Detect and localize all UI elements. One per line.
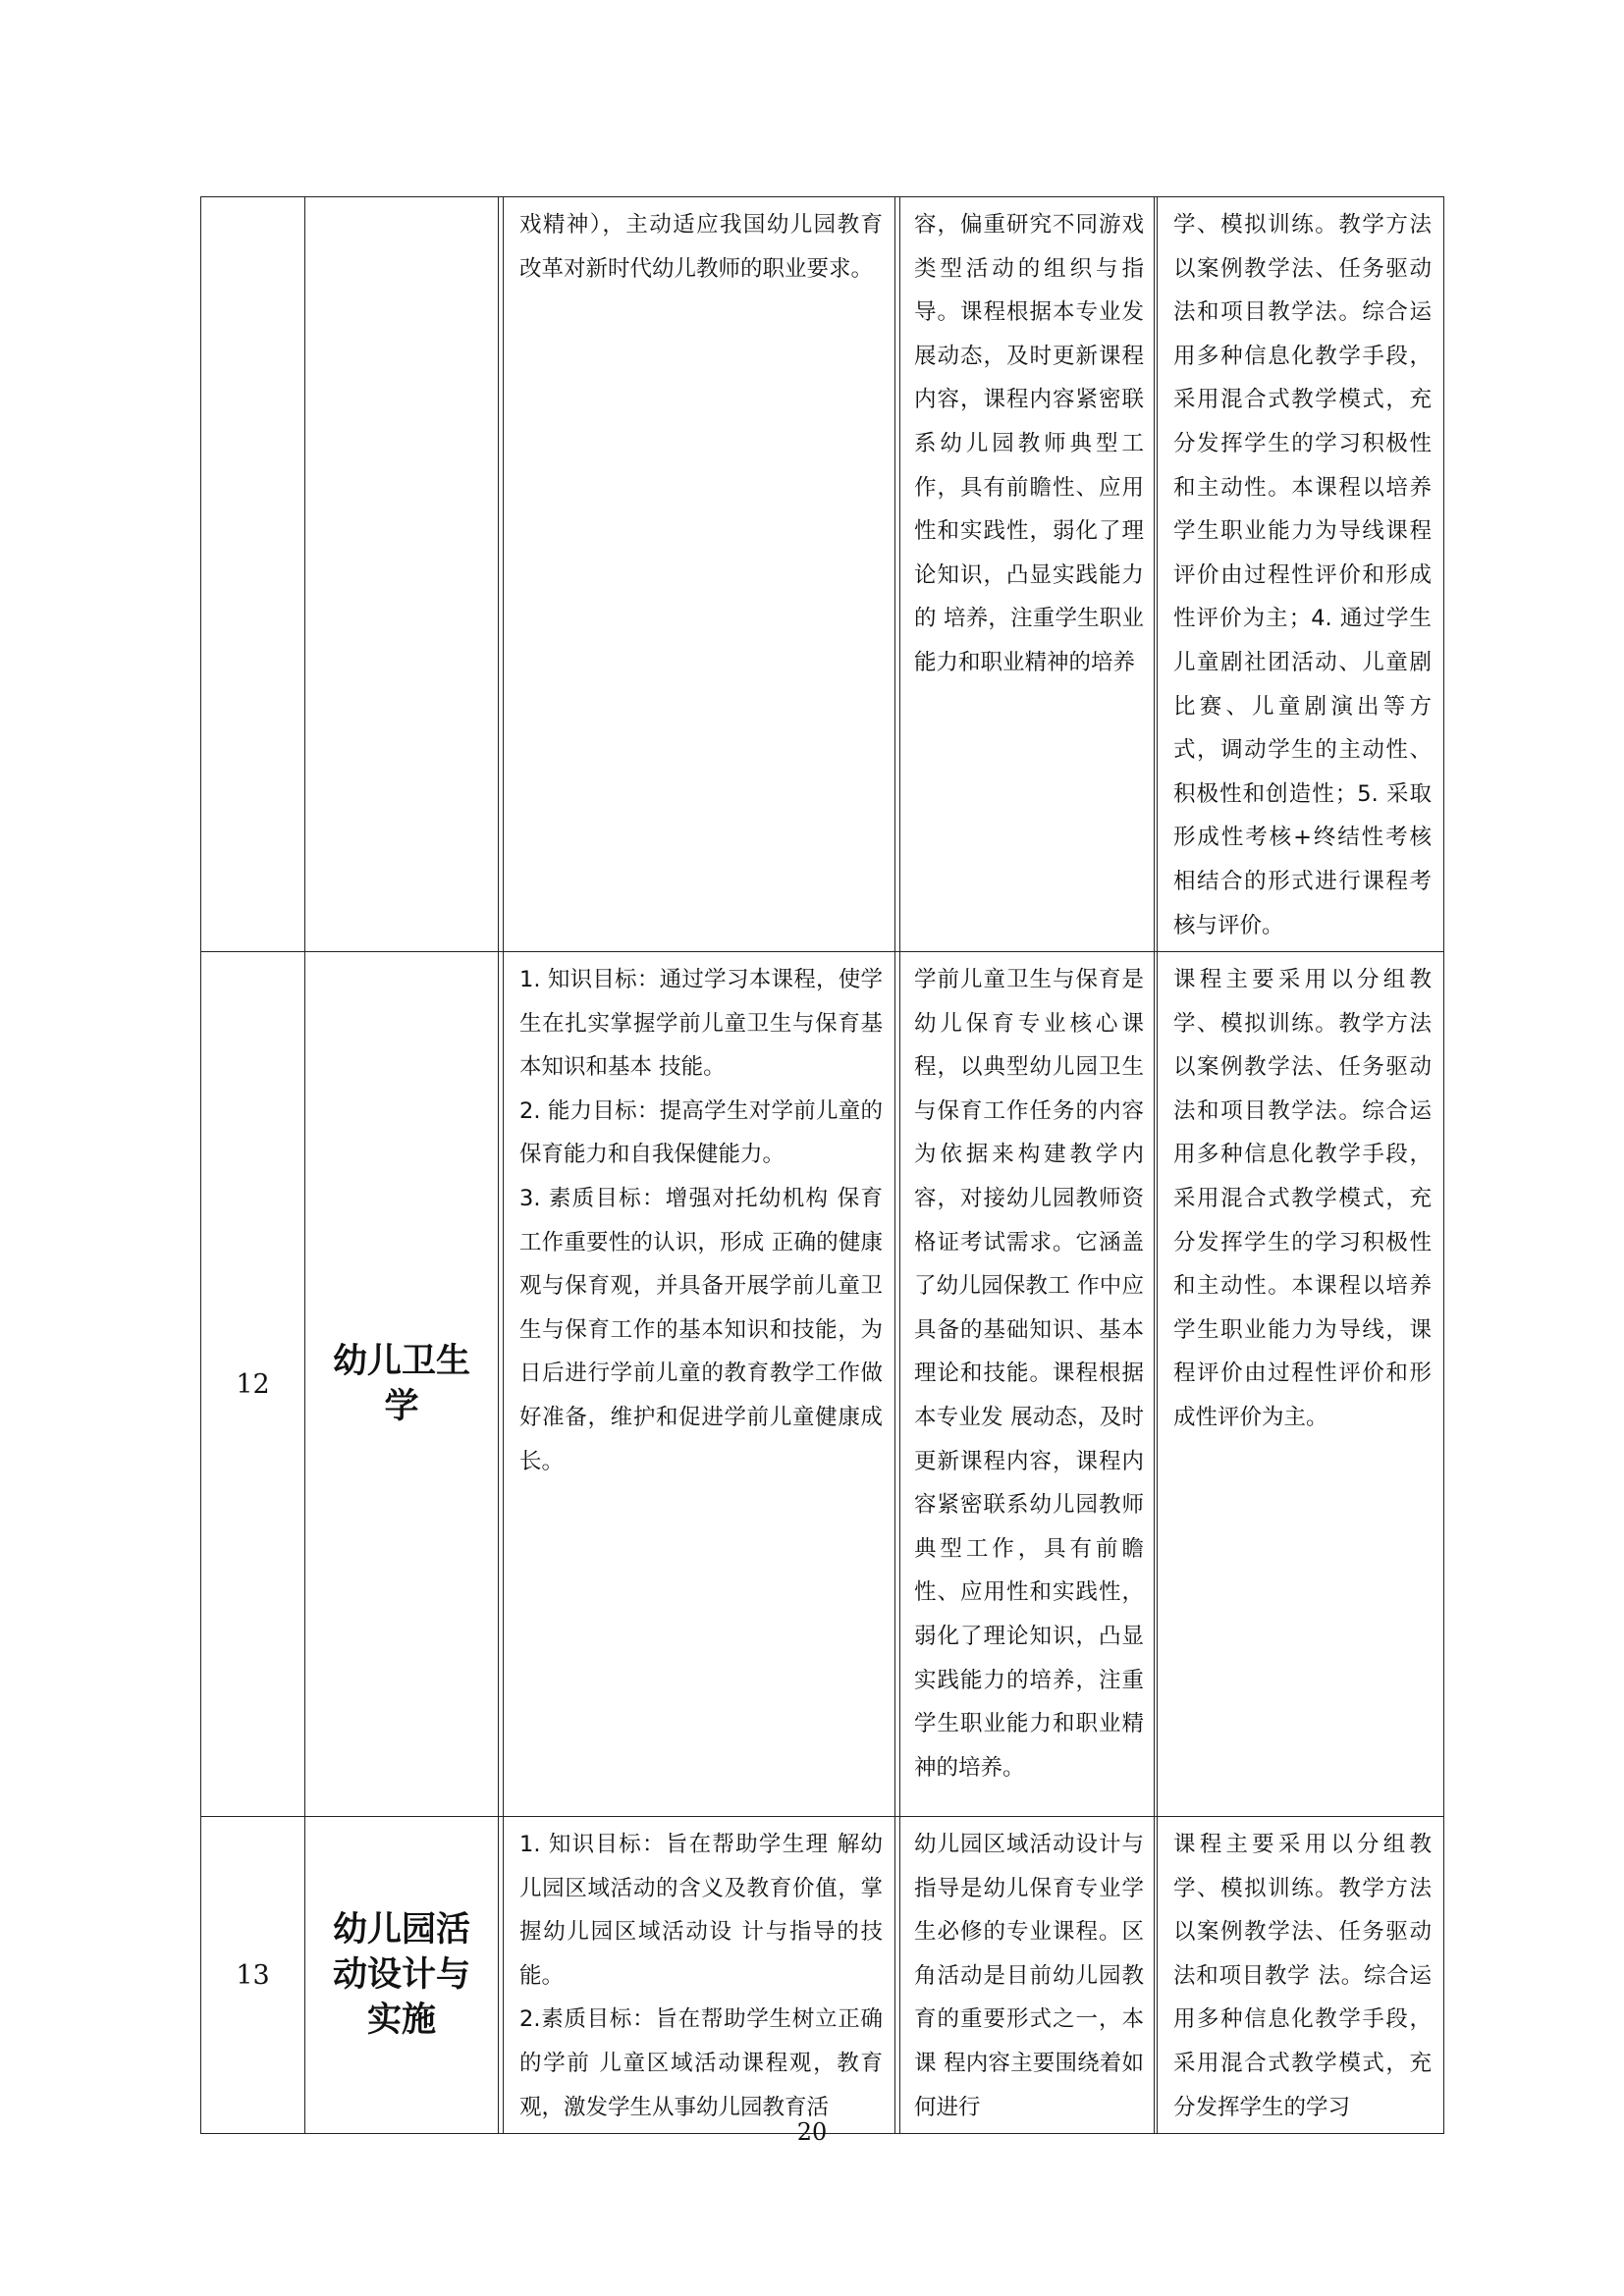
content-cell bbox=[900, 1817, 1155, 2134]
method-cell bbox=[1158, 952, 1444, 1817]
method-cell bbox=[1158, 1817, 1444, 2134]
goal-item: 1. 知识目标：旨在帮助学生理 解幼儿园区域活动的含义及教育价值，掌握幼儿园区域活动设 计与指导的技能。 bbox=[519, 1832, 883, 1989]
course-name-cell bbox=[305, 197, 499, 952]
goal-item: 1. 知识目标：通过学习本课程，使学生在扎实掌握学前儿童卫生与保育基本知识和基本 技能。 bbox=[519, 967, 883, 1081]
method-text: 课程主要采用以分组教学、模拟训练。教学方法以案例教学法、任务驱动法和项目教学 法。综合运用多种信息化教学手段，采用混合式教学模式，充分发挥学生的学习 bbox=[1173, 1832, 1432, 2120]
method-text: 课程主要采用以分组教学、模拟训练。教学方法以案例教学法、任务驱动法和项目教学法。综合运用多种信息化教学手段，采用混合式教学模式，充分发挥学生的学习积极性和主动性。本课程以培养学生职业能力为导线，课程评价由过程性评价和形成性评价为主。 bbox=[1173, 967, 1432, 1431]
content-text: 学前儿童卫生与保育是幼儿保育专业核心课程，以典型幼儿园卫生与保育工作任务的内容为依据来构建教学内容，对接幼儿园教师资格证考试需求。它涵盖了幼儿园保教工 作中应具备的基础知识、基本理论和技能。课程根据本专业发 展动态，及时更新课程内容，课程内容紧密联系幼儿园教师典型工作，具有前瞻性、应用性和实践性，弱化了理论知识，凸显实践能力的培养，注重学生职业能力和职业精神的培养。 bbox=[914, 967, 1144, 1781]
goals-cell bbox=[504, 197, 895, 952]
goal-item: 3. 素质目标：增强对托幼机构 保育工作重要性的认识，形成 正确的健康观与保育观，并具备开展学前儿童卫生与保育工作的基本知识和技能，为日后进行学前儿童的教育教学工作做好准备，维护和促进学前儿童健康成长。 bbox=[519, 1186, 883, 1474]
content-text: 容，偏重研究不同游戏类型活动的组织与指导。课程根据本专业发展动态，及时更新课程内容，课程内容紧密联系幼儿园教师典型工 作，具有前瞻性、应用性和实践性，弱化了理论知识，凸显实践能力的 培养，注重学生职业能力和职业精神的培养 bbox=[914, 212, 1144, 675]
content-text: 幼儿园区域活动设计与指导是幼儿保育专业学生必修的专业课程。区角活动是目前幼儿园教育的重要形式之一，本课 程内容主要围绕着如何进行 bbox=[914, 1832, 1144, 2120]
table-row bbox=[201, 197, 1444, 952]
table-row bbox=[201, 952, 1444, 1817]
method-text: 学、模拟训练。教学方法以案例教学法、任务驱动法和项目教学法。综合运用多种信息化教学手段，采用混合式教学模式，充分发挥学生的学习积极性和主动性。本课程以培养学生职业能力为导线课程评价由过程性评价和形成性评价为主；4. 通过学生儿童剧社团活动、儿童剧比赛、儿童剧演出等方式，调动学生的主动性、积极性和创造性；5. 采取形成性考核+终结性考核相结合的形式进行课程考核与评价。 bbox=[1173, 212, 1432, 938]
method-cell bbox=[1158, 197, 1444, 952]
page-number: 20 bbox=[796, 2118, 828, 2146]
course-number-cell bbox=[201, 1817, 305, 2134]
course-number: 12 bbox=[236, 1368, 270, 1400]
goal-item: 2.素质目标：旨在帮助学生树立正确的学前 儿童区域活动课程观，教育观，激发学生从事幼儿园教育活 bbox=[519, 2006, 883, 2120]
goal-item: 戏精神），主动适应我国幼儿园教育改革对新时代幼儿教师的职业要求。 bbox=[519, 212, 883, 282]
course-name-cell bbox=[305, 952, 499, 1817]
goals-cell bbox=[504, 1817, 895, 2134]
goals-cell bbox=[504, 952, 895, 1817]
course-name: 幼儿卫生学 bbox=[333, 1342, 471, 1427]
course-table bbox=[200, 196, 1444, 2134]
course-number: 13 bbox=[236, 1959, 270, 1991]
course-name-cell bbox=[305, 1817, 499, 2134]
course-number-cell bbox=[201, 952, 305, 1817]
content-cell bbox=[900, 952, 1155, 1817]
course-number-cell bbox=[201, 197, 305, 952]
table-row bbox=[201, 1817, 1444, 2134]
content-cell bbox=[900, 197, 1155, 952]
goal-item: 2. 能力目标：提高学生对学前儿童的保育能力和自我保健能力。 bbox=[519, 1097, 883, 1168]
course-name: 幼儿园活动设计与实施 bbox=[333, 1910, 471, 2041]
